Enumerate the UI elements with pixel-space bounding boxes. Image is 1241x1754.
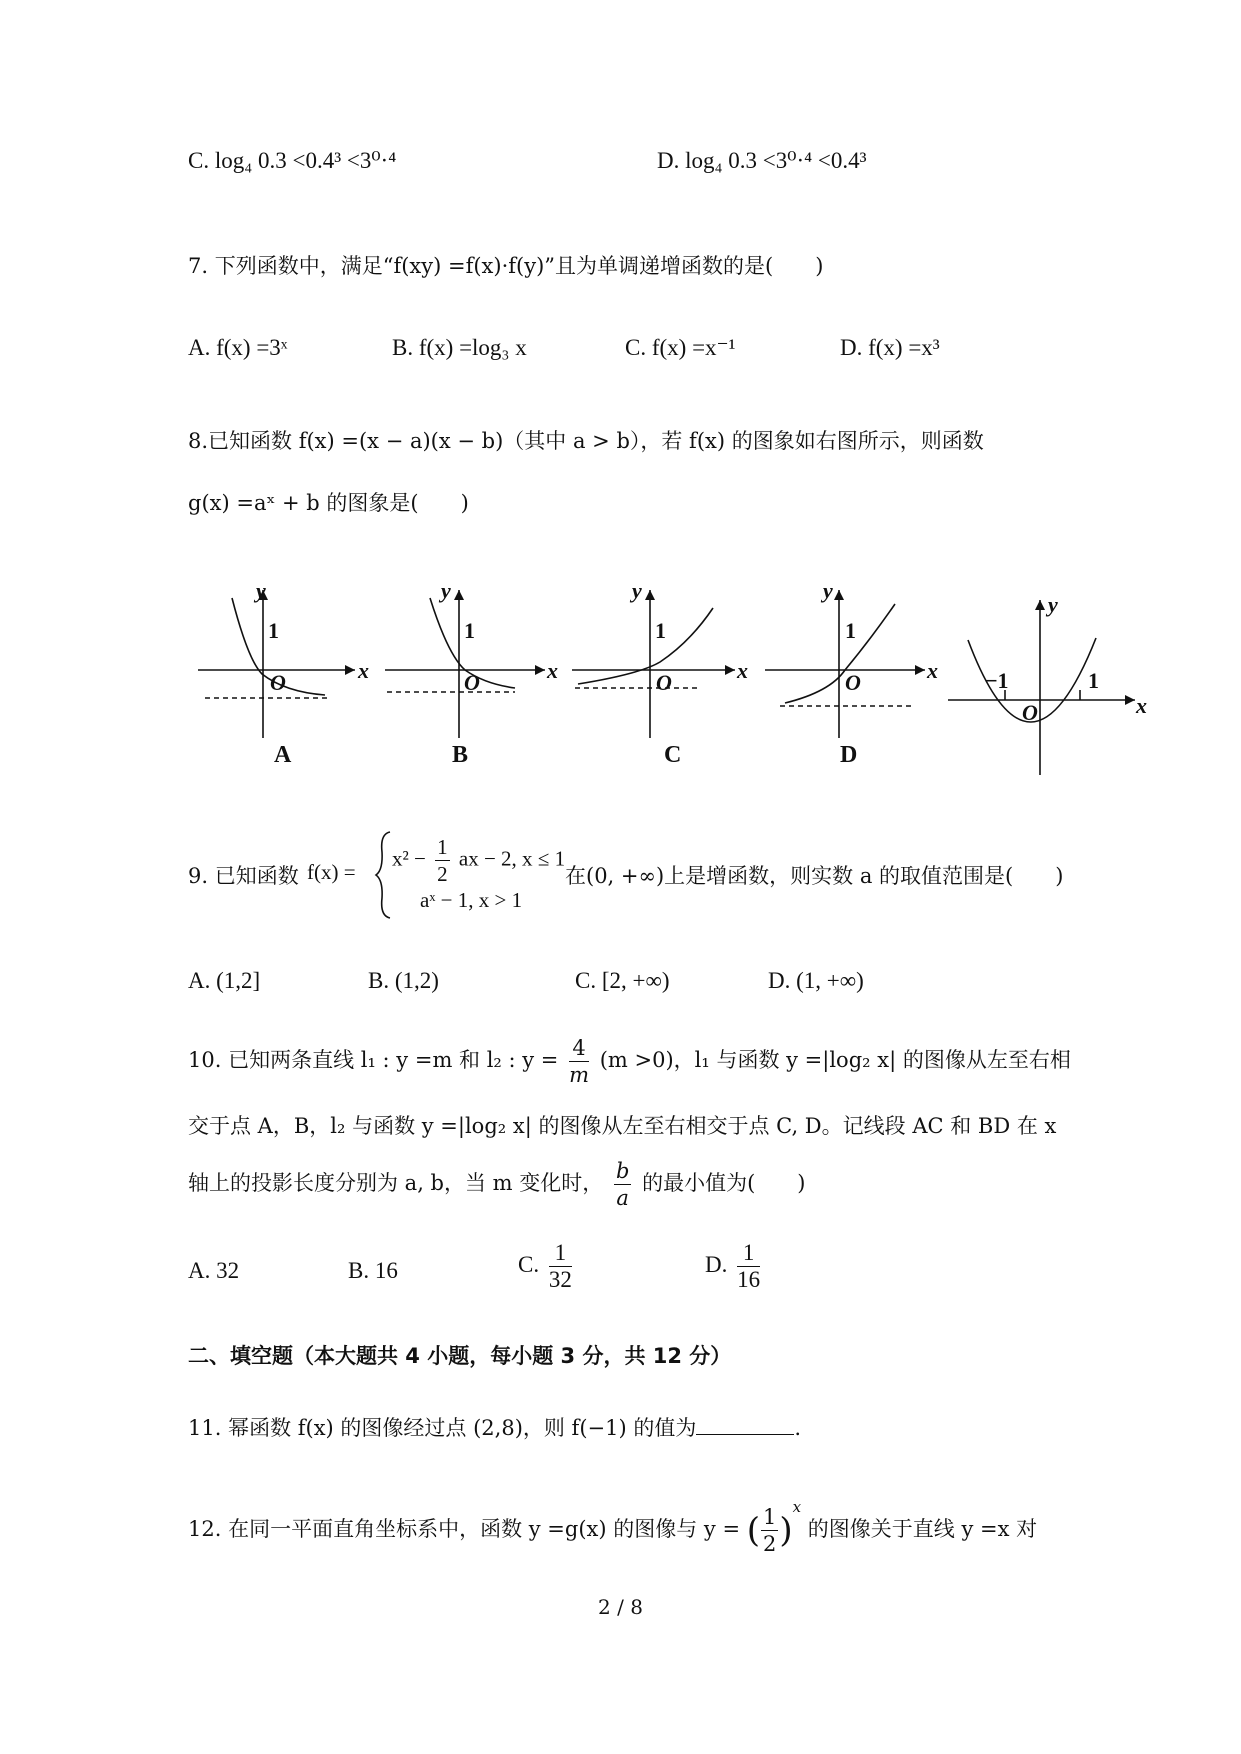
q10-line3 (188, 1158, 805, 1211)
q10-option-c-frac (549, 1240, 572, 1293)
q10-line1-frac (569, 1035, 589, 1088)
q9-option-c: C. [2, +∞) (575, 968, 670, 993)
graph-f-axes (948, 600, 1135, 775)
q9-frac-den: 2 (437, 862, 448, 886)
graph-c-y-label: y (632, 578, 642, 603)
q8-stem-line1: 8.已知函数 f(x) =(x − a)(x − b)（其中 a > b），若 f(x) 的图象如右图所示，则函数 (188, 429, 984, 453)
q10-option-c-label: C. (518, 1251, 540, 1277)
q10-line3-b: 的最小值为( ) (642, 1171, 806, 1195)
graph-d-origin: O (845, 670, 861, 695)
q7-option-d: D. f(x) =x³ (840, 335, 940, 360)
q6-option-c: C. log₄ 0.3 <0.4³ <3⁰·⁴ (188, 148, 397, 173)
graph-f-neg-one: −1 (985, 668, 1009, 693)
q9-case1-b: ax − 2, x ≤ 1 (458, 846, 566, 871)
graph-c-curve (578, 608, 713, 684)
q10-option-d-den: 16 (737, 1267, 761, 1292)
q10-line1-b: (m >0)，l₁ 与函数 y =|log₂ x| 的图像从左至右相 (599, 1048, 1071, 1072)
q10-line1 (188, 1035, 1071, 1088)
graph-a-axes (198, 590, 355, 738)
q10-option-d-num: 1 (737, 1240, 760, 1267)
q9-stem-prefix: 9. 已知函数 (188, 864, 299, 888)
graph-b-x-label: x (547, 658, 558, 683)
q12-frac (761, 1504, 778, 1557)
q9-case1 (392, 834, 565, 887)
q9-option-d: D. (1, +∞) (768, 968, 864, 993)
graph-a-one: 1 (268, 618, 279, 643)
q9-option-b: B. (1,2) (368, 968, 439, 993)
graph-f-origin: O (1022, 700, 1038, 725)
graph-c-axes (572, 590, 735, 738)
q10-line1-den: m (569, 1063, 590, 1087)
q10-line1-num: 4 (569, 1035, 589, 1062)
q9-func-name: f(x) = (307, 860, 356, 884)
q11-text-a: 11. 幂函数 f(x) 的图像经过点 (2,8)，则 f(−1) 的值为 (188, 1416, 697, 1440)
q9-case2: aˣ − 1, x > 1 (420, 888, 523, 912)
q8-graphs (0, 570, 1241, 800)
q9-stem-suffix: 在(0, +∞)上是增函数，则实数 a 的取值范围是( ) (565, 864, 1064, 888)
q10-option-c (518, 1240, 576, 1293)
graph-d-x-label: x (927, 658, 938, 683)
q10-line3-frac (614, 1158, 631, 1211)
graph-b-axes (385, 590, 545, 738)
q12-frac-den: 2 (763, 1532, 777, 1556)
page-number: 2 / 8 (598, 1595, 643, 1619)
graph-c-one: 1 (655, 618, 666, 643)
q6-option-d: D. log₄ 0.3 <3⁰·⁴ <0.4³ (657, 148, 867, 173)
q7-option-c: C. f(x) =x⁻¹ (625, 335, 736, 360)
q7-option-b: B. f(x) =log₃ x (392, 335, 527, 360)
q10-line3-den: a (616, 1186, 629, 1210)
q10-option-d-label: D. (705, 1251, 728, 1277)
graph-a-origin: O (270, 670, 286, 695)
graph-d-axes (765, 590, 925, 738)
section-2-heading: 二、填空题（本大题共 4 小题，每小题 3 分，共 12 分） (188, 1344, 732, 1368)
q10-option-c-den: 32 (548, 1267, 572, 1292)
q8-stem-line2: g(x) =aˣ + b 的图象是( ) (188, 491, 469, 515)
q9-brace (374, 830, 394, 920)
graph-d-y-label: y (823, 578, 833, 603)
q10-line3-num: b (615, 1159, 630, 1183)
q12-frac-num: 1 (763, 1505, 777, 1529)
q7-option-a: A. f(x) =3ˣ (188, 335, 288, 360)
graph-c-x-label: x (737, 658, 748, 683)
graph-f-y-label: y (1048, 592, 1058, 617)
graph-d-curve (785, 604, 895, 703)
q7-stem: 7. 下列函数中，满足“f(xy) =f(x)·f(y)”且为单调递增函数的是( ) (188, 254, 824, 278)
q11-text (188, 1412, 801, 1442)
graph-b-origin: O (464, 670, 480, 695)
q12-text-b: 的图像关于直线 y =x 对 (807, 1517, 1038, 1541)
graph-f-one: 1 (1088, 668, 1099, 693)
q12-text (188, 1498, 1037, 1557)
graph-f-x-label: x (1136, 693, 1147, 718)
q9-case1-frac (435, 834, 450, 887)
q11-answer-blank[interactable] (696, 1412, 794, 1435)
graph-b-caption: B (452, 742, 469, 768)
q9-option-a: A. (1,2] (188, 968, 261, 993)
q9-frac-num: 1 (437, 835, 448, 859)
q10-option-c-num: 1 (549, 1240, 572, 1267)
q10-option-a: A. 32 (188, 1258, 240, 1283)
graph-b-one: 1 (464, 618, 475, 643)
q10-line3-a: 轴上的投影长度分别为 a, b，当 m 变化时， (188, 1171, 604, 1195)
q10-line2: 交于点 A，B，l₂ 与函数 y =|log₂ x| 的图像从左至右相交于点 C, D。记线段 AC 和 BD 在 x (188, 1114, 1057, 1138)
graph-a-x-label: x (358, 658, 369, 683)
graph-c-origin: O (656, 670, 672, 695)
q10-line1-a: 10. 已知两条直线 l₁ : y =m 和 l₂ : y = (188, 1048, 559, 1072)
q12-right-paren: ) (779, 1510, 793, 1551)
q12-left-paren: ( (746, 1510, 760, 1551)
graph-a-y-label: y (256, 578, 266, 603)
graph-d-one: 1 (845, 618, 856, 643)
graph-b-y-label: y (441, 578, 451, 603)
graph-d-caption: D (840, 742, 858, 768)
q9-case1-a: x² − (392, 846, 432, 871)
q10-option-d-frac (737, 1240, 760, 1293)
q12-text-a: 12. 在同一平面直角坐标系中，函数 y =g(x) 的图像与 y = (188, 1517, 741, 1541)
graph-a-caption: A (274, 742, 292, 768)
q10-option-b: B. 16 (348, 1258, 398, 1283)
q10-option-d (705, 1240, 764, 1293)
graph-c-caption: C (664, 742, 682, 768)
q12-exponent: x (792, 1498, 802, 1516)
q11-text-b: . (794, 1416, 802, 1440)
